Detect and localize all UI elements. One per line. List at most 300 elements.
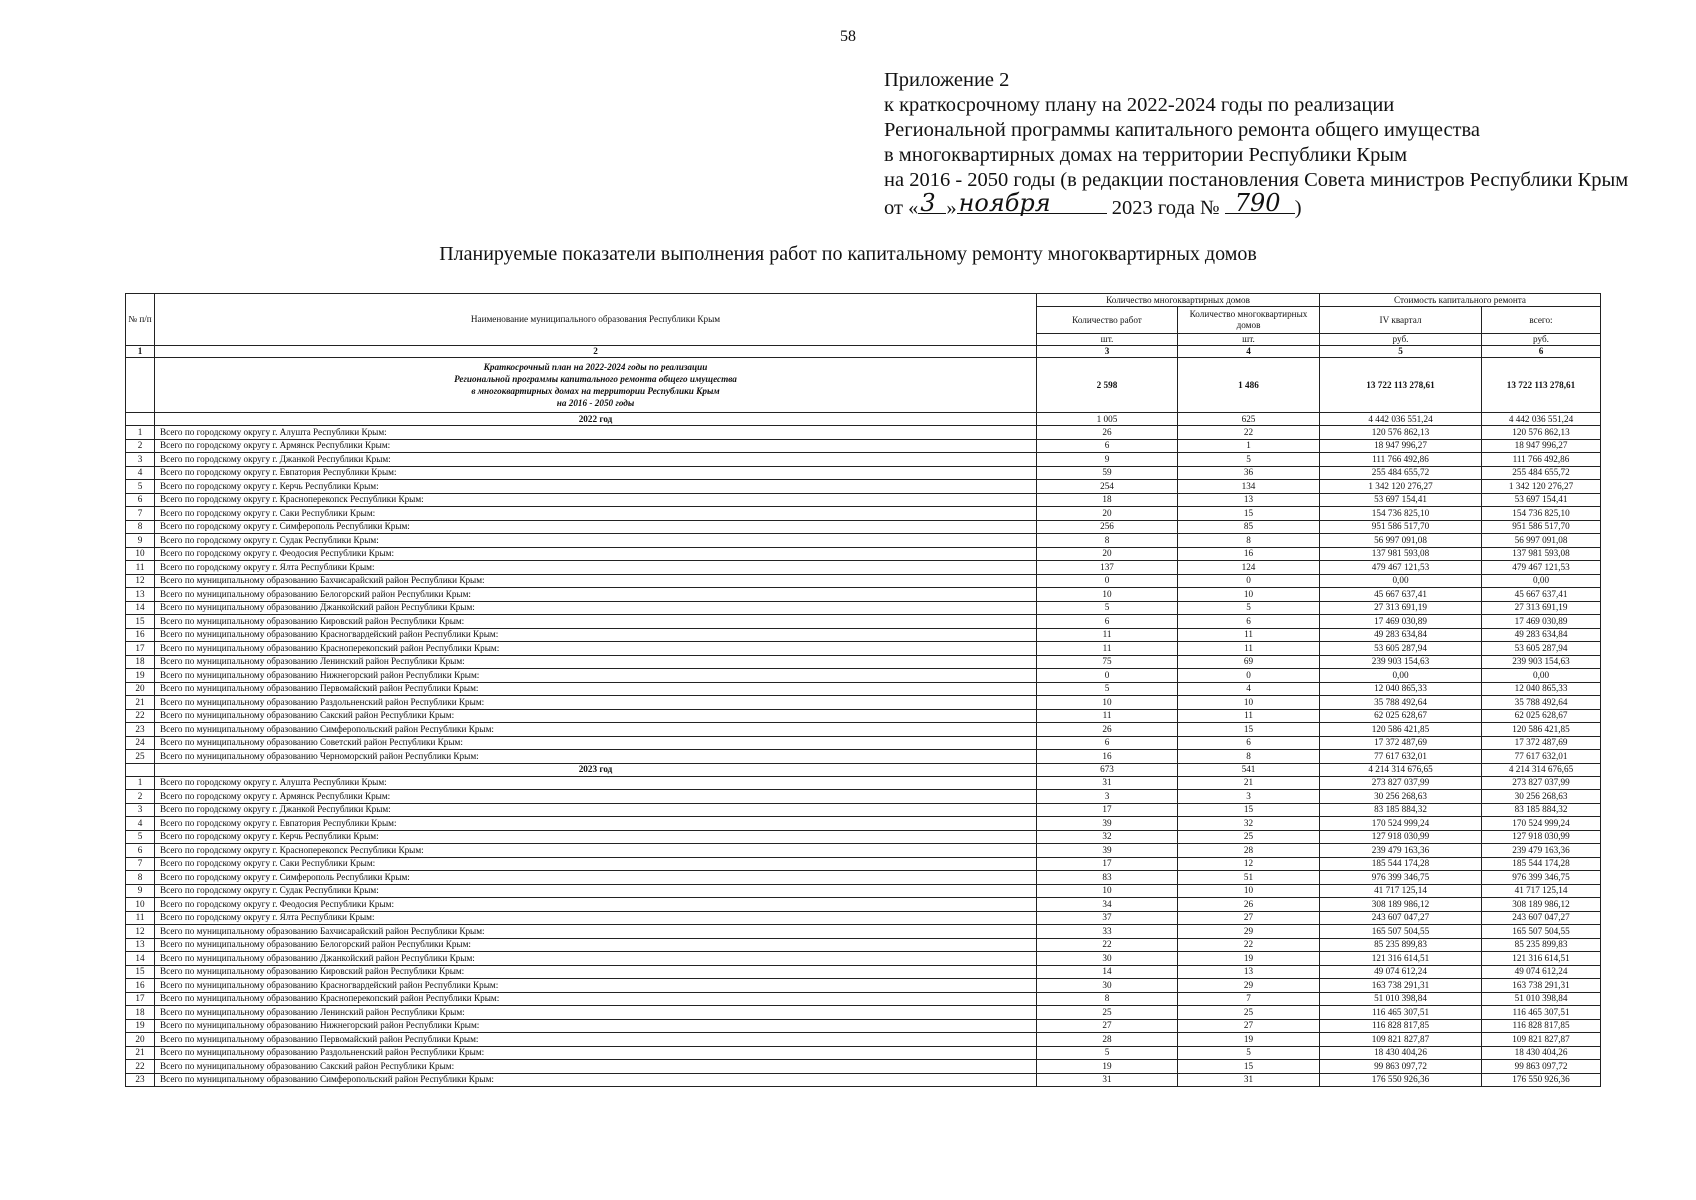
municipality-name: Всего по городскому округу г. Армянск Республики Крым: xyxy=(155,790,1037,804)
table-row xyxy=(126,898,1601,912)
total-cost: 239 903 154,63 xyxy=(1482,655,1601,669)
q4-cost: 18 947 996,27 xyxy=(1320,439,1482,453)
q4-cost: 154 736 825,10 xyxy=(1320,507,1482,521)
q4-cost: 116 465 307,51 xyxy=(1320,1006,1482,1020)
houses-count: 7 xyxy=(1178,992,1320,1006)
houses-count: 11 xyxy=(1178,628,1320,642)
table-row xyxy=(126,466,1601,480)
table-row xyxy=(126,1033,1601,1047)
col-number: 1 xyxy=(126,346,155,358)
table-row xyxy=(126,561,1601,575)
works-count: 137 xyxy=(1037,561,1178,575)
houses-count: 25 xyxy=(1178,830,1320,844)
appendix-line-1: Приложение 2 xyxy=(884,69,1010,91)
q4-cost: 17 469 030,89 xyxy=(1320,615,1482,629)
q4-cost: 49 283 634,84 xyxy=(1320,628,1482,642)
table-row xyxy=(126,669,1601,683)
year-q4: 4 214 314 676,65 xyxy=(1320,763,1482,776)
row-number: 8 xyxy=(126,871,155,885)
summary-name-line: на 2016 - 2050 годы xyxy=(556,398,635,408)
total-cost: 185 544 174,28 xyxy=(1482,857,1601,871)
table-row xyxy=(126,628,1601,642)
table-row xyxy=(126,830,1601,844)
row-number: 6 xyxy=(126,493,155,507)
row-number: 22 xyxy=(126,709,155,723)
municipality-name: Всего по муниципальному образованию Красноперекопский район Республики Крым: xyxy=(155,992,1037,1006)
row-number: 23 xyxy=(126,1073,155,1087)
year-q4: 4 442 036 551,24 xyxy=(1320,413,1482,426)
table-row xyxy=(126,507,1601,521)
year-label: 2023 год xyxy=(155,763,1037,776)
houses-count: 8 xyxy=(1178,750,1320,764)
works-count: 256 xyxy=(1037,520,1178,534)
table-row xyxy=(126,750,1601,764)
total-cost: 51 010 398,84 xyxy=(1482,992,1601,1006)
header-houses: Количество многоквартирных домов xyxy=(1178,307,1320,334)
q4-cost: 0,00 xyxy=(1320,669,1482,683)
total-cost: 49 283 634,84 xyxy=(1482,628,1601,642)
q4-cost: 273 827 037,99 xyxy=(1320,776,1482,790)
houses-count: 29 xyxy=(1178,925,1320,939)
header-name: Наименование муниципального образования Республики Крым xyxy=(155,294,1037,346)
municipality-name: Всего по городскому округу г. Евпатория Республики Крым: xyxy=(155,466,1037,480)
houses-count: 4 xyxy=(1178,682,1320,696)
row-number: 24 xyxy=(126,736,155,750)
municipality-name: Всего по муниципальному образованию Красногвардейский район Республики Крым: xyxy=(155,979,1037,993)
year-houses: 625 xyxy=(1178,413,1320,426)
total-cost: 56 997 091,08 xyxy=(1482,534,1601,548)
row-number: 18 xyxy=(126,655,155,669)
col-number: 4 xyxy=(1178,346,1320,358)
q4-cost: 239 479 163,36 xyxy=(1320,844,1482,858)
houses-count: 15 xyxy=(1178,723,1320,737)
municipality-name: Всего по муниципальному образованию Кировский район Республики Крым: xyxy=(155,965,1037,979)
total-cost: 18 430 404,26 xyxy=(1482,1046,1601,1060)
houses-count: 27 xyxy=(1178,911,1320,925)
q4-cost: 45 667 637,41 xyxy=(1320,588,1482,602)
header-group-houses: Количество многоквартирных домов xyxy=(1037,294,1320,307)
total-cost: 12 040 865,33 xyxy=(1482,682,1601,696)
total-cost: 170 524 999,24 xyxy=(1482,817,1601,831)
total-cost: 49 074 612,24 xyxy=(1482,965,1601,979)
q4-cost: 255 484 655,72 xyxy=(1320,466,1482,480)
works-count: 6 xyxy=(1037,615,1178,629)
handwritten-day: 3 xyxy=(920,189,936,217)
q4-cost: 53 697 154,41 xyxy=(1320,493,1482,507)
works-count: 8 xyxy=(1037,534,1178,548)
summary-houses: 1 486 xyxy=(1178,358,1320,413)
houses-count: 69 xyxy=(1178,655,1320,669)
unit-works: шт. xyxy=(1037,334,1178,346)
houses-count: 16 xyxy=(1178,547,1320,561)
summary-row xyxy=(126,358,1601,413)
municipality-name: Всего по городскому округу г. Симферополь Республики Крым: xyxy=(155,520,1037,534)
municipality-name: Всего по муниципальному образованию Первомайский район Республики Крым: xyxy=(155,1033,1037,1047)
municipality-name: Всего по городскому округу г. Красноперекопск Республики Крым: xyxy=(155,844,1037,858)
row-number: 1 xyxy=(126,426,155,440)
q4-cost: 120 576 862,13 xyxy=(1320,426,1482,440)
table-row xyxy=(126,709,1601,723)
appendix-line-3: Региональной программы капитального ремонта общего имущества xyxy=(884,119,1481,141)
works-count: 31 xyxy=(1037,776,1178,790)
municipality-name: Всего по городскому округу г. Ялта Республики Крым: xyxy=(155,911,1037,925)
q4-cost: 18 430 404,26 xyxy=(1320,1046,1482,1060)
houses-count: 6 xyxy=(1178,615,1320,629)
row-number: 18 xyxy=(126,1006,155,1020)
q4-cost: 163 738 291,31 xyxy=(1320,979,1482,993)
total-cost: 0,00 xyxy=(1482,574,1601,588)
year-total-row xyxy=(126,413,1601,426)
q4-cost: 77 617 632,01 xyxy=(1320,750,1482,764)
q4-cost: 121 316 614,51 xyxy=(1320,952,1482,966)
total-cost: 17 469 030,89 xyxy=(1482,615,1601,629)
table-row xyxy=(126,790,1601,804)
table-row xyxy=(126,979,1601,993)
houses-count: 12 xyxy=(1178,857,1320,871)
row-number: 1 xyxy=(126,776,155,790)
houses-count: 15 xyxy=(1178,803,1320,817)
table-row xyxy=(126,601,1601,615)
row-number: 3 xyxy=(126,453,155,467)
year-works: 673 xyxy=(1037,763,1178,776)
houses-count: 5 xyxy=(1178,1046,1320,1060)
houses-count: 25 xyxy=(1178,1006,1320,1020)
summary-name-line: в многоквартирных домах на территории Республики Крым xyxy=(471,386,720,396)
municipality-name: Всего по муниципальному образованию Раздольненский район Республики Крым: xyxy=(155,1046,1037,1060)
table-row xyxy=(126,655,1601,669)
municipality-name: Всего по городскому округу г. Красноперекопск Республики Крым: xyxy=(155,493,1037,507)
row-number: 23 xyxy=(126,723,155,737)
total-cost: 30 256 268,63 xyxy=(1482,790,1601,804)
municipality-name: Всего по муниципальному образованию Черноморский район Республики Крым: xyxy=(155,750,1037,764)
works-count: 75 xyxy=(1037,655,1178,669)
row-number: 15 xyxy=(126,615,155,629)
table-body xyxy=(126,413,1601,1087)
total-cost: 27 313 691,19 xyxy=(1482,601,1601,615)
handwritten-month: ноября xyxy=(958,189,1051,217)
houses-count: 13 xyxy=(1178,493,1320,507)
total-cost: 111 766 492,86 xyxy=(1482,453,1601,467)
total-cost: 165 507 504,55 xyxy=(1482,925,1601,939)
works-count: 20 xyxy=(1037,547,1178,561)
municipality-name: Всего по муниципальному образованию Бахчисарайский район Республики Крым: xyxy=(155,925,1037,939)
houses-count: 13 xyxy=(1178,965,1320,979)
year-total-row xyxy=(126,763,1601,776)
total-cost: 239 479 163,36 xyxy=(1482,844,1601,858)
municipality-name: Всего по городскому округу г. Джанкой Республики Крым: xyxy=(155,453,1037,467)
header-q4: IV квартал xyxy=(1320,307,1482,334)
month-separator: » xyxy=(946,197,957,219)
year-label: 2022 год xyxy=(155,413,1037,426)
houses-count: 6 xyxy=(1178,736,1320,750)
works-count: 11 xyxy=(1037,628,1178,642)
works-count: 254 xyxy=(1037,480,1178,494)
row-number: 5 xyxy=(126,480,155,494)
works-count: 11 xyxy=(1037,642,1178,656)
houses-count: 15 xyxy=(1178,1060,1320,1074)
municipality-name: Всего по муниципальному образованию Сакский район Республики Крым: xyxy=(155,709,1037,723)
total-cost: 53 605 287,94 xyxy=(1482,642,1601,656)
houses-count: 11 xyxy=(1178,642,1320,656)
houses-count: 15 xyxy=(1178,507,1320,521)
municipality-name: Всего по городскому округу г. Алушта Республики Крым: xyxy=(155,776,1037,790)
q4-cost: 479 467 121,53 xyxy=(1320,561,1482,575)
row-number: 4 xyxy=(126,466,155,480)
houses-count: 22 xyxy=(1178,426,1320,440)
total-cost: 0,00 xyxy=(1482,669,1601,683)
houses-count: 27 xyxy=(1178,1019,1320,1033)
table-row xyxy=(126,844,1601,858)
houses-count: 19 xyxy=(1178,952,1320,966)
appendix-line-4: в многоквартирных домах на территории Республики Крым xyxy=(884,144,1408,166)
houses-count: 51 xyxy=(1178,871,1320,885)
municipality-name: Всего по муниципальному образованию Первомайский район Республики Крым: xyxy=(155,682,1037,696)
appendix-line-2: к краткосрочному плану на 2022-2024 годы по реализации xyxy=(884,94,1395,116)
works-count: 16 xyxy=(1037,750,1178,764)
table-row xyxy=(126,642,1601,656)
works-count: 5 xyxy=(1037,601,1178,615)
houses-count: 21 xyxy=(1178,776,1320,790)
total-cost: 77 617 632,01 xyxy=(1482,750,1601,764)
municipality-name: Всего по муниципальному образованию Раздольненский район Республики Крым: xyxy=(155,696,1037,710)
houses-count: 0 xyxy=(1178,574,1320,588)
summary-q4: 13 722 113 278,61 xyxy=(1320,358,1482,413)
row-number: 20 xyxy=(126,682,155,696)
row-number: 7 xyxy=(126,857,155,871)
municipality-name: Всего по городскому округу г. Евпатория Республики Крым: xyxy=(155,817,1037,831)
q4-cost: 976 399 346,75 xyxy=(1320,871,1482,885)
q4-cost: 176 550 926,36 xyxy=(1320,1073,1482,1087)
works-count: 6 xyxy=(1037,736,1178,750)
houses-count: 22 xyxy=(1178,938,1320,952)
handwritten-number: 790 xyxy=(1234,189,1281,217)
total-cost: 121 316 614,51 xyxy=(1482,952,1601,966)
total-cost: 99 863 097,72 xyxy=(1482,1060,1601,1074)
table-row xyxy=(126,1046,1601,1060)
q4-cost: 109 821 827,87 xyxy=(1320,1033,1482,1047)
total-cost: 176 550 926,36 xyxy=(1482,1073,1601,1087)
total-cost: 243 607 047,27 xyxy=(1482,911,1601,925)
works-count: 17 xyxy=(1037,803,1178,817)
q4-cost: 12 040 865,33 xyxy=(1320,682,1482,696)
q4-cost: 165 507 504,55 xyxy=(1320,925,1482,939)
municipality-name: Всего по муниципальному образованию Красногвардейский район Республики Крым: xyxy=(155,628,1037,642)
capital-repair-table xyxy=(125,293,1601,1087)
table-row xyxy=(126,480,1601,494)
row-number: 6 xyxy=(126,844,155,858)
header-total: всего: xyxy=(1482,307,1601,334)
header-works: Количество работ xyxy=(1037,307,1178,334)
year-works: 1 005 xyxy=(1037,413,1178,426)
table-row xyxy=(126,938,1601,952)
row-number: 19 xyxy=(126,669,155,683)
table-row xyxy=(126,493,1601,507)
table-row xyxy=(126,817,1601,831)
summary-works: 2 598 xyxy=(1037,358,1178,413)
row-number: 17 xyxy=(126,992,155,1006)
summary-total: 13 722 113 278,61 xyxy=(1482,358,1601,413)
total-cost: 255 484 655,72 xyxy=(1482,466,1601,480)
q4-cost: 137 981 593,08 xyxy=(1320,547,1482,561)
municipality-name: Всего по городскому округу г. Алушта Республики Крым: xyxy=(155,426,1037,440)
works-count: 3 xyxy=(1037,790,1178,804)
q4-cost: 51 010 398,84 xyxy=(1320,992,1482,1006)
q4-cost: 27 313 691,19 xyxy=(1320,601,1482,615)
municipality-name: Всего по муниципальному образованию Сакский район Республики Крым: xyxy=(155,1060,1037,1074)
works-count: 31 xyxy=(1037,1073,1178,1087)
row-number: 17 xyxy=(126,642,155,656)
municipality-name: Всего по муниципальному образованию Нижнегорский район Республики Крым: xyxy=(155,669,1037,683)
works-count: 20 xyxy=(1037,507,1178,521)
q4-cost: 1 342 120 276,27 xyxy=(1320,480,1482,494)
works-count: 33 xyxy=(1037,925,1178,939)
houses-count: 3 xyxy=(1178,790,1320,804)
row-number: 19 xyxy=(126,1019,155,1033)
total-cost: 85 235 899,83 xyxy=(1482,938,1601,952)
works-count: 83 xyxy=(1037,871,1178,885)
table-row xyxy=(126,723,1601,737)
unit-q4: руб. xyxy=(1320,334,1482,346)
table-row xyxy=(126,925,1601,939)
closing-paren: ) xyxy=(1294,197,1302,219)
q4-cost: 239 903 154,63 xyxy=(1320,655,1482,669)
municipality-name: Всего по городскому округу г. Судак Республики Крым: xyxy=(155,884,1037,898)
unit-houses: шт. xyxy=(1178,334,1320,346)
row-number: 16 xyxy=(126,979,155,993)
appendix-date-line xyxy=(884,189,1628,221)
row-number: 7 xyxy=(126,507,155,521)
works-count: 9 xyxy=(1037,453,1178,467)
municipality-name: Всего по муниципальному образованию Белогорский район Республики Крым: xyxy=(155,588,1037,602)
day-field xyxy=(918,189,946,217)
row-number: 12 xyxy=(126,574,155,588)
houses-count: 32 xyxy=(1178,817,1320,831)
q4-cost: 85 235 899,83 xyxy=(1320,938,1482,952)
unit-total: руб. xyxy=(1482,334,1601,346)
month-field xyxy=(957,189,1107,217)
municipality-name: Всего по городскому округу г. Джанкой Республики Крым: xyxy=(155,803,1037,817)
table-row xyxy=(126,871,1601,885)
total-cost: 976 399 346,75 xyxy=(1482,871,1601,885)
total-cost: 308 189 986,12 xyxy=(1482,898,1601,912)
works-count: 25 xyxy=(1037,1006,1178,1020)
works-count: 0 xyxy=(1037,669,1178,683)
q4-cost: 170 524 999,24 xyxy=(1320,817,1482,831)
table-row xyxy=(126,911,1601,925)
row-number: 11 xyxy=(126,561,155,575)
q4-cost: 53 605 287,94 xyxy=(1320,642,1482,656)
houses-count: 10 xyxy=(1178,696,1320,710)
works-count: 5 xyxy=(1037,682,1178,696)
works-count: 27 xyxy=(1037,1019,1178,1033)
houses-count: 0 xyxy=(1178,669,1320,683)
table-row xyxy=(126,520,1601,534)
municipality-name: Всего по муниципальному образованию Джанкойский район Республики Крым: xyxy=(155,601,1037,615)
q4-cost: 62 025 628,67 xyxy=(1320,709,1482,723)
works-count: 30 xyxy=(1037,979,1178,993)
year-houses: 541 xyxy=(1178,763,1320,776)
row-number: 13 xyxy=(126,938,155,952)
q4-cost: 0,00 xyxy=(1320,574,1482,588)
year-total: 4 214 314 676,65 xyxy=(1482,763,1601,776)
row-number: 14 xyxy=(126,601,155,615)
municipality-name: Всего по муниципальному образованию Симферопольский район Республики Крым: xyxy=(155,723,1037,737)
municipality-name: Всего по муниципальному образованию Красноперекопский район Республики Крым: xyxy=(155,642,1037,656)
table-row xyxy=(126,884,1601,898)
row-number: 11 xyxy=(126,911,155,925)
total-cost: 35 788 492,64 xyxy=(1482,696,1601,710)
row-number: 20 xyxy=(126,1033,155,1047)
summary-name-line: Региональной программы капитального ремонта общего имущества xyxy=(454,374,737,384)
from-prefix: от « xyxy=(884,197,919,219)
total-cost: 1 342 120 276,27 xyxy=(1482,480,1601,494)
works-count: 39 xyxy=(1037,817,1178,831)
row-number: 22 xyxy=(126,1060,155,1074)
houses-count: 10 xyxy=(1178,588,1320,602)
table-row xyxy=(126,1006,1601,1020)
total-cost: 479 467 121,53 xyxy=(1482,561,1601,575)
works-count: 14 xyxy=(1037,965,1178,979)
houses-count: 28 xyxy=(1178,844,1320,858)
works-count: 28 xyxy=(1037,1033,1178,1047)
houses-count: 10 xyxy=(1178,884,1320,898)
table-row xyxy=(126,803,1601,817)
q4-cost: 56 997 091,08 xyxy=(1320,534,1482,548)
q4-cost: 951 586 517,70 xyxy=(1320,520,1482,534)
table-row xyxy=(126,439,1601,453)
row-number: 8 xyxy=(126,520,155,534)
table-heading: Планируемые показатели выполнения работ по капитальному ремонту многоквартирных домов xyxy=(439,243,1257,265)
houses-count: 124 xyxy=(1178,561,1320,575)
table-row xyxy=(126,453,1601,467)
municipality-name: Всего по муниципальному образованию Советский район Республики Крым: xyxy=(155,736,1037,750)
works-count: 5 xyxy=(1037,1046,1178,1060)
appendix-line-5: на 2016 - 2050 годы (в редакции постановления Совета министров Республики Крым xyxy=(884,169,1629,191)
row-number: 9 xyxy=(126,534,155,548)
row-number: 2 xyxy=(126,439,155,453)
municipality-name: Всего по муниципальному образованию Ленинский район Республики Крым: xyxy=(155,1006,1037,1020)
works-count: 10 xyxy=(1037,588,1178,602)
houses-count: 11 xyxy=(1178,709,1320,723)
municipality-name: Всего по муниципальному образованию Симферопольский район Республики Крым: xyxy=(155,1073,1037,1087)
row-number: 10 xyxy=(126,547,155,561)
total-cost: 53 697 154,41 xyxy=(1482,493,1601,507)
municipality-name: Всего по муниципальному образованию Кировский район Республики Крым: xyxy=(155,615,1037,629)
total-cost: 127 918 030,99 xyxy=(1482,830,1601,844)
works-count: 37 xyxy=(1037,911,1178,925)
works-count: 39 xyxy=(1037,844,1178,858)
houses-count: 134 xyxy=(1178,480,1320,494)
table-row xyxy=(126,426,1601,440)
works-count: 8 xyxy=(1037,992,1178,1006)
municipality-name: Всего по муниципальному образованию Нижнегорский район Республики Крым: xyxy=(155,1019,1037,1033)
q4-cost: 30 256 268,63 xyxy=(1320,790,1482,804)
row-number: 13 xyxy=(126,588,155,602)
q4-cost: 120 586 421,85 xyxy=(1320,723,1482,737)
works-count: 59 xyxy=(1037,466,1178,480)
table-row xyxy=(126,588,1601,602)
works-count: 30 xyxy=(1037,952,1178,966)
table-row xyxy=(126,615,1601,629)
q4-cost: 83 185 884,32 xyxy=(1320,803,1482,817)
row-number: 9 xyxy=(126,884,155,898)
total-cost: 951 586 517,70 xyxy=(1482,520,1601,534)
col-number: 5 xyxy=(1320,346,1482,358)
table-row xyxy=(126,1073,1601,1087)
total-cost: 120 576 862,13 xyxy=(1482,426,1601,440)
q4-cost: 49 074 612,24 xyxy=(1320,965,1482,979)
table-row xyxy=(126,1060,1601,1074)
